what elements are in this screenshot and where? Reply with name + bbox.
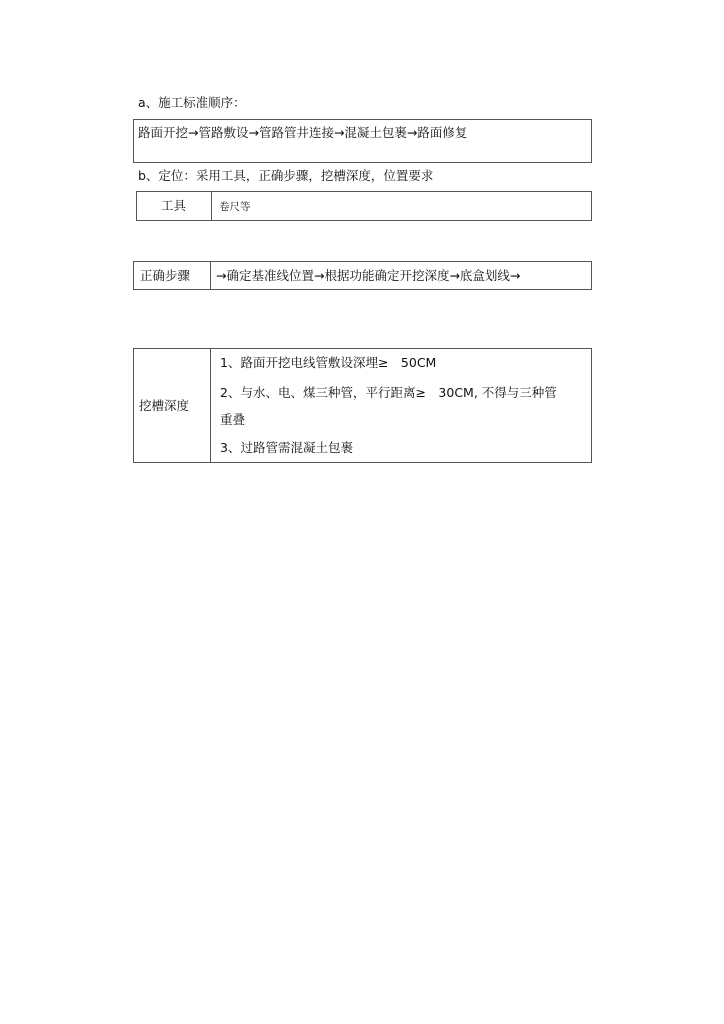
construction-sequence-box <box>133 119 592 163</box>
tools-divider <box>211 192 212 220</box>
steps-value: →确定基准线位置→根据功能确定开挖深度→底盒划线→ <box>216 268 521 283</box>
depth-item: 2、与水、电、煤三种管，平行距离≥ 30CM, 不得与三种管 <box>220 385 557 400</box>
tools-table <box>136 191 592 221</box>
section-b-heading: b、定位：采用工具，正确步骤，挖槽深度，位置要求 <box>138 168 434 183</box>
section-a-heading: a、施工标准顺序： <box>138 95 246 110</box>
depth-item: 1、路面开挖电线管敷设深埋≥ 50CM <box>220 355 437 370</box>
steps-divider <box>210 262 211 289</box>
depth-table <box>133 348 592 463</box>
construction-sequence-text: 路面开挖→管路敷设→管路管井连接→混凝土包裹→路面修复 <box>138 125 468 140</box>
depth-label: 挖槽深度 <box>139 398 190 413</box>
steps-label: 正确步骤 <box>140 268 191 283</box>
depth-item: 3、过路管需混凝土包裹 <box>220 440 353 455</box>
tools-label: 工具 <box>161 198 187 213</box>
steps-table <box>133 261 592 290</box>
tools-value: 卷尺等 <box>219 201 251 213</box>
depth-divider <box>210 349 211 462</box>
depth-item: 重叠 <box>220 412 246 427</box>
